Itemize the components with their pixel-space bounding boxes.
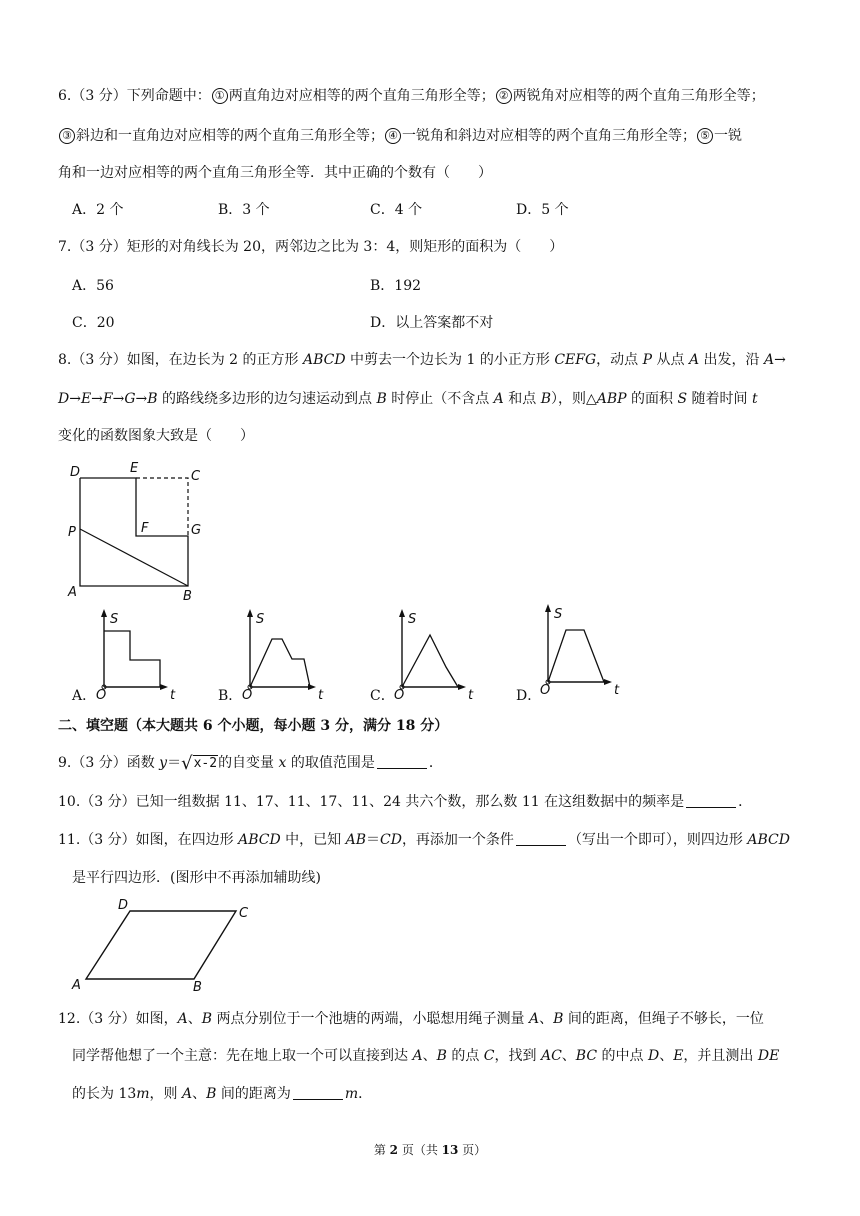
svg-text:S: S xyxy=(256,612,265,627)
fig-label-b: B xyxy=(183,589,192,604)
q6-option-d[interactable]: D．5 个 xyxy=(516,202,569,218)
svg-text:S: S xyxy=(110,612,119,627)
svg-text:O: O xyxy=(540,683,551,695)
q7-option-b[interactable]: B．192 xyxy=(370,278,422,294)
fig-label-p: P xyxy=(68,525,76,540)
fig11-label-d: D xyxy=(118,898,129,913)
q11-answer-blank[interactable] xyxy=(516,831,566,846)
q7-option-a[interactable]: A．56 xyxy=(72,278,114,294)
svg-text:t: t xyxy=(468,688,474,700)
fig-label-g: G xyxy=(191,523,202,538)
fig-label-c: C xyxy=(191,469,201,484)
q12-answer-blank[interactable] xyxy=(293,1085,343,1100)
svg-text:t: t xyxy=(170,688,176,700)
q12-line3: 的长为 13m，则 A、B 间的距离为 m． xyxy=(72,1086,373,1102)
fig11-label-b: B xyxy=(193,980,202,993)
page-footer: 第 2 页（共 13 页） xyxy=(373,1143,487,1157)
q6-line2: ③ 斜边和一直角边对应相等的两个直角三角形全等； ④ 一锐角和斜边对应相等的两个直角三角形全等； ⑤ 一锐 xyxy=(58,126,742,146)
fig-label-d: D xyxy=(70,465,81,480)
svg-text:O: O xyxy=(96,688,107,700)
svg-text:t: t xyxy=(614,683,620,695)
q12-line1: 12.（3 分）如图，A、B 两点分别位于一个池塘的两端，小聪想用绳子测量 A、B 间的距离，但绳子不够长，一位 xyxy=(58,1011,764,1027)
fig-label-e: E xyxy=(130,461,139,476)
q6-line3: 角和一边对应相等的两个直角三角形全等．其中正确的个数有（ ） xyxy=(58,165,492,181)
q7-stem: 7.（3 分）矩形的对角线长为 20，两邻边之比为 3：4，则矩形的面积为（ ） xyxy=(58,239,564,255)
q8-line1: 8.（3 分）如图，在边长为 2 的正方形 ABCD 中剪去一个边长为 1 的小正方形 CEFG，动点 P 从点 A 出发，沿 A→ xyxy=(58,352,786,368)
q6-line1: 6.（3 分）下列命题中： ① 两直角边对应相等的两个直角三角形全等； ② 两锐角对应相等的两个直角三角形全等； xyxy=(58,88,765,104)
q8-option-d-label[interactable]: D． xyxy=(516,688,542,704)
q8-option-b-graph[interactable] xyxy=(240,605,330,700)
q8-option-a-label[interactable]: A． xyxy=(72,688,97,704)
q8-option-b-label[interactable]: B． xyxy=(218,688,243,704)
q7-option-c[interactable]: C．20 xyxy=(72,315,115,331)
q12-line2: 同学帮他想了一个主意：先在地上取一个可以直接到达 A、B 的点 C，找到 AC、BC 的中点 D、E，并且测出 DE xyxy=(72,1048,780,1064)
q8-line3: 变化的函数图象大致是（ ） xyxy=(58,428,254,444)
svg-text:O: O xyxy=(394,688,405,700)
q7-option-d[interactable]: D．以上答案都不对 xyxy=(370,315,494,331)
q6-option-a[interactable]: A．2 个 xyxy=(72,202,124,218)
section-heading: 二、填空题（本大题共 6 个小题，每小题 3 分，满分 18 分） xyxy=(58,718,449,734)
q8-option-c-graph[interactable] xyxy=(392,605,482,700)
q8-option-a-graph[interactable] xyxy=(94,605,184,700)
svg-text:S: S xyxy=(408,612,417,627)
q10-answer-blank[interactable] xyxy=(686,793,736,808)
q8-figure xyxy=(62,456,212,606)
q9-stem: 9.（3 分）函数 y＝√x-2的自变量 x 的取值范围是 ． xyxy=(58,753,443,774)
q8-option-c-label[interactable]: C． xyxy=(370,688,395,704)
fig-label-f: F xyxy=(141,521,149,536)
q11-line2: 是平行四边形．(图形中不再添加辅助线) xyxy=(72,870,321,886)
q9-answer-blank[interactable] xyxy=(377,754,427,769)
svg-text:O: O xyxy=(242,688,253,700)
fig11-label-c: C xyxy=(239,906,249,921)
q11-figure xyxy=(62,893,262,993)
svg-text:S: S xyxy=(554,607,563,622)
q10-stem: 10.（3 分）已知一组数据 11、17、11、17、11、24 共六个数，那么数 11 在这组数据中的频率是 ． xyxy=(58,794,753,810)
q8-option-d-graph[interactable] xyxy=(538,600,628,695)
q8-line2: D→E→F→G→B 的路线绕多边形的边匀速运动到点 B 时停止（不含点 A 和点 B），则△ABP 的面积 S 随着时间 t xyxy=(58,391,758,407)
fig-label-a: A xyxy=(68,585,77,600)
q6-option-c[interactable]: C．4 个 xyxy=(370,202,423,218)
svg-text:t: t xyxy=(318,688,324,700)
q11-line1: 11.（3 分）如图，在四边形 ABCD 中，已知 AB＝CD，再添加一个条件 （写出一个即可），则四边形 ABCD xyxy=(58,832,790,848)
fig11-label-a: A xyxy=(72,978,81,993)
q6-option-b[interactable]: B．3 个 xyxy=(218,202,270,218)
